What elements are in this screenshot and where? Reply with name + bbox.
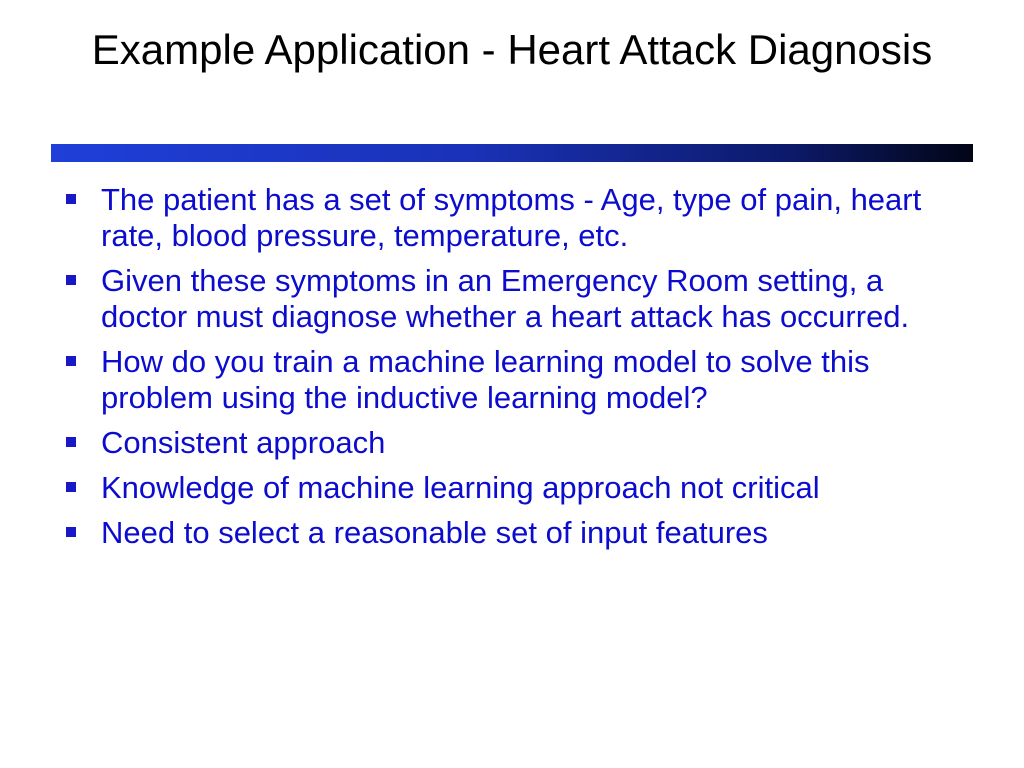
title-divider [51,144,973,162]
square-bullet-icon [66,194,76,204]
bullet-text: How do you train a machine learning model to solve this problem using the inductive learning model? [101,344,870,415]
slide-title: Example Application - Heart Attack Diagnosis [91,26,933,73]
list-item [64,425,964,461]
list-item [64,263,964,335]
square-bullet-icon [66,275,76,285]
list-item [64,470,964,506]
bullet-text: Given these symptoms in an Emergency Room setting, a doctor must diagnose whether a heart attack has occurred. [101,263,910,334]
square-bullet-icon [66,437,76,447]
bullet-text: Knowledge of machine learning approach not critical [101,470,820,505]
bullet-text: Consistent approach [101,425,386,460]
list-item [64,515,964,551]
list-item [64,344,964,416]
square-bullet-icon [66,482,76,492]
square-bullet-icon [66,527,76,537]
list-item [64,182,964,254]
bullet-text: The patient has a set of symptoms - Age, type of pain, heart rate, blood pressure, temperature, etc. [101,182,922,253]
bullet-list [64,182,964,560]
bullet-text: Need to select a reasonable set of input features [101,515,768,550]
square-bullet-icon [66,356,76,366]
